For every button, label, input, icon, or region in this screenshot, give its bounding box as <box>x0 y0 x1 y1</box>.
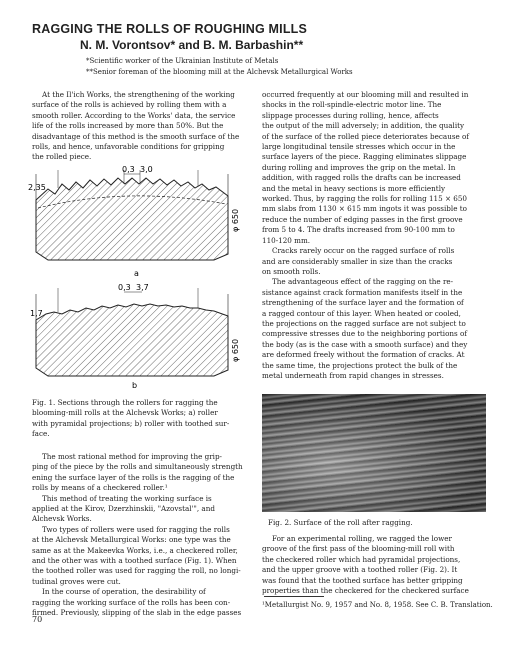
caption-line: blooming-mill rolls at the Alchevsk Works; a) roller <box>32 408 218 418</box>
text-line: The most rational method for improving the grip- <box>42 452 222 461</box>
text-line: surface layers of the piece. Ragging eliminates slippage <box>262 152 467 162</box>
figure-2-roll-surface-photo <box>262 394 486 512</box>
section-a <box>28 165 240 278</box>
text-line: tudinal groves were cut. <box>32 576 121 586</box>
figure-1-roller-sections <box>28 162 250 388</box>
caption-line: face. <box>32 429 50 439</box>
footnote-rule <box>264 596 324 597</box>
text-line: Cracks rarely occur on the ragged surface of rolls <box>272 246 455 256</box>
text-line: The advantageous effect of the ragging on the re- <box>272 277 454 287</box>
right-upper-text <box>262 90 486 381</box>
dim-pitch-a: 3,0 <box>140 165 153 174</box>
text-line: compressive stresses due to the neighboring portions of <box>262 329 467 339</box>
text-line: of the surface of the rolled piece deteriorates because of <box>262 131 470 141</box>
text-line: groove of the first pass of the blooming-mill roll with <box>262 544 455 554</box>
text-line: addition, with ragged rolls the drafts can be increased <box>262 173 461 183</box>
dim-left-b: 1,7 <box>30 309 43 318</box>
text-line: In the course of operation, the desirability of <box>42 587 206 597</box>
text-line: ragging the working surface of the rolls has been con- <box>32 597 231 607</box>
text-line: At the Il'ich Works, the strengthening of the working <box>42 90 235 99</box>
section-b-body <box>36 304 228 376</box>
article-title: RAGGING THE ROLLS OF ROUGHING MILLS <box>32 22 308 36</box>
text-line: ping of the piece by the rolls and simultaneously strength <box>32 462 243 472</box>
text-line: life of the rolls increased by more than 50%. But the <box>32 121 224 131</box>
text-line: and are considerably smaller in size than the cracks <box>262 256 453 266</box>
text-line: rolls by means of a checkered roller.¹ <box>32 483 168 493</box>
text-line: Two types of rollers were used for ragging the rolls <box>42 524 230 534</box>
label-b: b <box>132 381 138 388</box>
affiliation-2: **Senior foreman of the blooming mill at the Alchevsk Metallurgical Works <box>86 68 353 76</box>
text-line: the toothed roller was used for ragging the roll, no longi- <box>32 566 241 576</box>
label-a: a <box>134 269 139 278</box>
text-line: 110-120 mm. <box>262 235 311 245</box>
section-a-body <box>36 178 228 260</box>
text-line: For an experimental rolling, we ragged the lower <box>272 534 452 543</box>
text-line: occurred frequently at our blooming mill and resulted in <box>262 90 469 99</box>
text-line: slippage processes during rolling, hence, affects <box>262 110 439 120</box>
text-line: large longitudinal tensile stresses which occur in the <box>262 142 456 152</box>
text-line: and the other was with a toothed surface (Fig. 1). When <box>32 556 237 566</box>
text-line: sistance against crack formation manifests itself in the <box>262 287 463 297</box>
text-line: properties than the checkered for the checkered surface <box>262 586 469 596</box>
footnote: ¹Metallurgist No. 9, 1957 and No. 8, 1958. See C. B. Translation. <box>262 601 493 609</box>
dim-left-a: 2,35 <box>28 183 46 192</box>
text-line: surface of the rolls is achieved by rolling them with a <box>32 100 227 110</box>
text-line: the projections on the ragged surface are not subject to <box>262 318 466 328</box>
dim-pitch-b: 3,7 <box>136 283 149 292</box>
dim-dia-a: φ 650 <box>231 208 240 232</box>
text-line: was found that the toothed surface has better gripping <box>262 575 463 585</box>
text-line: the output of the mill adversely; in addition, the quality <box>262 121 465 131</box>
dim-dia-b: φ 650 <box>231 338 240 362</box>
text-line: strengthening of the surface layer and the formation of <box>262 298 464 308</box>
caption-line: with pyramidal projections; b) roller with toothed sur- <box>32 418 230 428</box>
text-line: rolls, and hence, unfavorable conditions for gripping <box>32 142 225 152</box>
text-line: smooth roller. According to the Works' data, the service <box>32 110 236 120</box>
figure-1-caption <box>32 398 248 440</box>
text-line: and the metal in heavy sections is more efficiently <box>262 183 446 193</box>
affiliation-1: *Scientific worker of the Ukrainian Institute of Metals <box>86 57 279 65</box>
caption-line: Fig. 1. Sections through the rollers for ragging the <box>32 398 218 407</box>
text-line: are deformed freely without the formation of cracks. At <box>262 350 465 360</box>
text-line: worked. Thus, by ragging the rolls for rolling 115 × 650 <box>262 194 467 204</box>
text-line: and the upper groove with a toothed roller (Fig. 2). It <box>262 565 458 575</box>
text-line: same as at the Makeevka Works, i.e., a checkered roller, <box>32 545 238 555</box>
text-line: the checkered roller which had pyramidal projections, <box>262 554 461 564</box>
text-line: ening the surface layer of the rolls is the ragging of the <box>32 472 235 482</box>
text-line: applied at the Kirov, Dzerzhinskii, "Azovstal'", and <box>32 504 215 514</box>
text-line: the same time, the projections protect the bulk of the <box>262 360 458 370</box>
text-line: This method of treating the working surface is <box>42 493 212 503</box>
text-line: from 5 to 4. The drafts increased from 90-100 mm to <box>262 225 455 235</box>
article-authors: N. M. Vorontsov* and B. M. Barbashin** <box>80 38 304 52</box>
text-line: metal underneath from rapid changes in stresses. <box>262 370 444 380</box>
text-line: during rolling and improves the grip on the metal. In <box>262 162 456 172</box>
figure-2-caption: Fig. 2. Surface of the roll after ragging. <box>268 518 413 527</box>
text-line: disadvantage of this method is the smooth surface of the <box>32 131 240 141</box>
text-line: the body (as is the case with a smooth surface) and they <box>262 339 468 349</box>
page-number: 70 <box>32 615 43 624</box>
text-line: at the Alchevsk Metallurgical Works: one type was the <box>32 535 231 545</box>
text-line: on smooth rolls. <box>262 266 321 276</box>
dim-top-b: 0,3 <box>118 283 131 292</box>
text-line: firmed. Previously, slipping of the slab in the edge passes <box>32 608 242 618</box>
text-line: a ragged contour of this layer. When heated or cooled, <box>262 308 461 318</box>
dim-top-a: 0,3 <box>122 165 135 174</box>
text-line: reduce the number of edging passes in the first groove <box>262 214 463 224</box>
text-line: shocks in the roll-spindle-electric motor line. The <box>262 100 442 110</box>
section-b <box>30 283 240 388</box>
left-lower-text <box>32 452 248 619</box>
text-line: mm slabs from 1130 × 615 mm ingots it was possible to <box>262 204 467 214</box>
right-lower-text <box>262 534 486 596</box>
text-line: the rolled piece. <box>32 152 92 162</box>
text-line: Alchevsk Works. <box>32 514 92 524</box>
left-intro-paragraph <box>32 90 248 163</box>
